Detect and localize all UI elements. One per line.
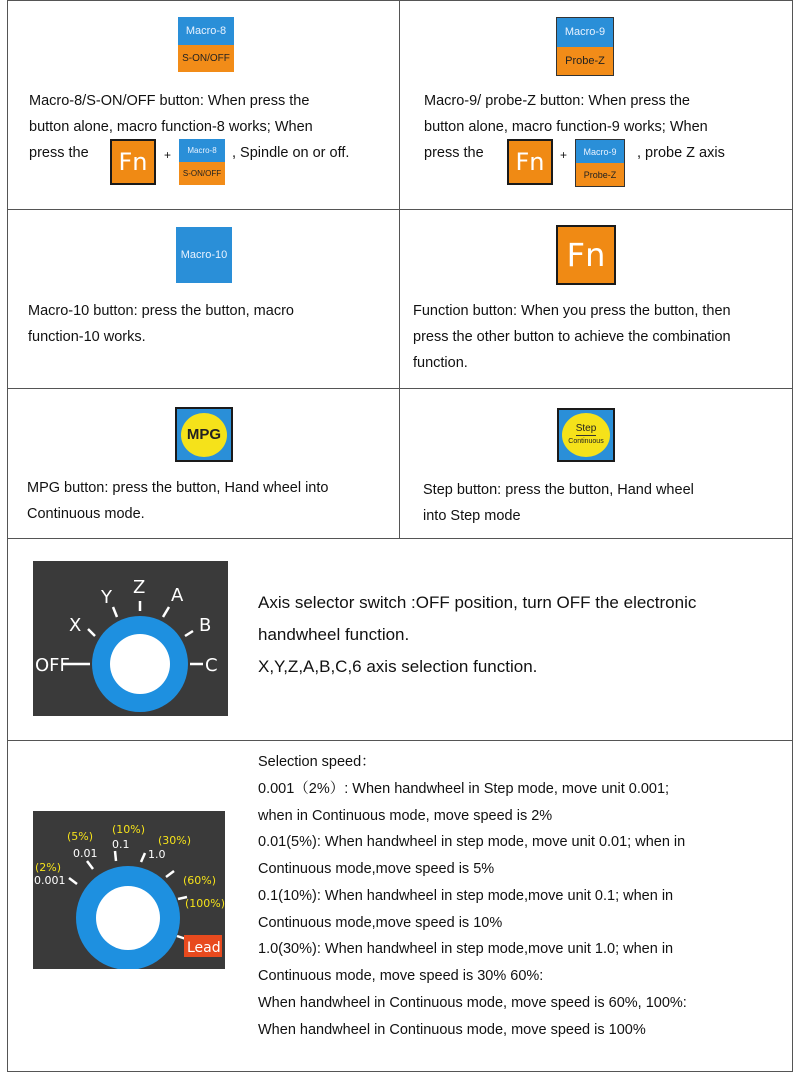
macro8-desc-line1: Macro-8/S-ON/OFF button: When press the (29, 93, 310, 109)
speed-dial-image (33, 811, 225, 969)
speed-desc-line7: Continuous mode,move speed is 10% (258, 915, 503, 931)
macro9-desc-line3-pre: press the (424, 145, 484, 161)
speed-label-001: 0.01 (73, 847, 98, 860)
axis-label-a: A (171, 585, 184, 606)
step-icon-top-label: Step (575, 422, 597, 434)
speed-desc-line1: Selection speed： (258, 754, 376, 770)
macro8-small-icon: Macro-8 S-ON/OFF (179, 139, 225, 185)
axis-tick-a (163, 607, 169, 617)
cell-axis-selector (7, 538, 793, 741)
speed-desc-line6: 0.1(10%): When handwheel in step mode,move unit 0.1; when in (258, 888, 674, 904)
macro8-icon-top-label: Macro-8 (178, 17, 234, 45)
mpg-desc-line2: Continuous mode. (27, 506, 145, 522)
macro8-desc-line3-post: , Spindle on or off. (232, 145, 350, 161)
macro9-desc-line1: Macro-9/ probe-Z button: When press the (424, 93, 690, 109)
speed-tick-001 (87, 861, 93, 869)
speed-label-60pct: (60%) (183, 874, 217, 887)
step-icon (557, 408, 615, 462)
fn-icon: Fn (507, 139, 553, 185)
axis-label-off: OFF (35, 655, 70, 676)
plus-sign: + (560, 148, 568, 162)
axis-desc-line2: handwheel function. (258, 625, 410, 644)
speed-desc-line10: When handwheel in Continuous mode, move speed is 60%, 100%: (258, 995, 687, 1011)
step-desc-line1: Step button: press the button, Hand wheel (423, 482, 694, 498)
speed-label-0001: 0.001 (34, 874, 66, 887)
step-icon-bottom-label: Continuous (568, 437, 604, 445)
fn-icon-label: Fn (566, 236, 606, 274)
speed-label-10pct: (10%) (112, 823, 146, 836)
fn-desc-line2: press the other button to achieve the combination (413, 329, 731, 345)
speed-tick-01 (115, 851, 116, 861)
mpg-icon (175, 407, 233, 462)
cell-step (399, 388, 793, 539)
fn-icon: Fn (110, 139, 156, 185)
macro8-icon (178, 17, 234, 72)
axis-label-b: B (199, 615, 212, 636)
speed-tick-1 (141, 853, 145, 862)
speed-label-30pct: (30%) (158, 834, 192, 847)
cell-macro10 (7, 209, 400, 389)
speed-label-2pct: (2%) (35, 861, 62, 874)
cell-mpg (7, 388, 400, 539)
macro10-desc-line1: Macro-10 button: press the button, macro (28, 303, 294, 319)
speed-tick-60 (166, 871, 174, 877)
mpg-desc-line1: MPG button: press the button, Hand wheel into (27, 480, 329, 496)
axis-desc-line1: Axis selector switch :OFF position, turn OFF the electronic (258, 593, 697, 612)
macro10-icon (176, 227, 232, 283)
speed-desc-line8: 1.0(30%): When handwheel in step mode,move unit 1.0; when in (258, 941, 674, 957)
macro9-icon-bottom-label: Probe-Z (557, 47, 613, 76)
fn-desc-line3: function. (413, 355, 468, 371)
speed-label-01: 0.1 (112, 838, 130, 851)
speed-dial-center (96, 886, 160, 950)
cell-macro9 (399, 0, 793, 210)
macro8-desc-line2: button alone, macro function-8 works; When (29, 119, 313, 135)
macro10-desc-line2: function-10 works. (28, 329, 146, 345)
macro9-desc-line3-post: , probe Z axis (637, 145, 725, 161)
speed-label-100pct: (100%) (185, 897, 225, 910)
cell-fn (399, 209, 793, 389)
macro8-icon-bottom-label: S-ON/OFF (178, 45, 234, 73)
axis-label-z: Z (133, 577, 146, 598)
speed-tick-0001 (69, 878, 77, 884)
speed-desc-line11: When handwheel in Continuous mode, move speed is 100% (258, 1022, 646, 1038)
axis-tick-x (88, 629, 95, 636)
axis-dial-center (110, 634, 170, 694)
fn-desc-line1: Function button: When you press the button, then (413, 303, 731, 319)
macro9-desc-line2: button alone, macro function-9 works; When (424, 119, 708, 135)
axis-label-y: Y (101, 587, 112, 608)
speed-desc-line3: when in Continuous mode, move speed is 2% (258, 808, 553, 824)
mpg-icon-label: MPG (181, 413, 227, 457)
macro10-icon-label: Macro-10 (176, 227, 232, 283)
speed-desc-line2: 0.001（2%）: When handwheel in Step mode, move unit 0.001; (258, 781, 670, 797)
macro8-desc-line3-pre: press the (29, 145, 89, 161)
speed-desc-line4: 0.01(5%): When handwheel in step mode, move unit 0.01; when in (258, 834, 686, 850)
speed-desc-line5: Continuous mode,move speed is 5% (258, 861, 495, 877)
axis-label-x: X (69, 615, 82, 636)
speed-label-lead: Lead (187, 940, 221, 956)
macro9-icon (556, 17, 614, 76)
speed-label-5pct: (5%) (67, 830, 94, 843)
axis-label-c: C (205, 655, 218, 676)
speed-desc-line9: Continuous mode, move speed is 30% 60%: (258, 968, 544, 984)
axis-dial-image (33, 561, 228, 716)
macro9-small-icon: Macro-9 Probe-Z (575, 139, 625, 187)
axis-tick-b (185, 631, 193, 636)
axis-tick-y (113, 607, 117, 617)
plus-sign: + (164, 148, 172, 162)
fn-icon-large (556, 225, 616, 285)
cell-speed-selector (7, 740, 793, 1072)
axis-desc-line3: X,Y,Z,A,B,C,6 axis selection function. (258, 657, 538, 676)
macro9-icon-top-label: Macro-9 (557, 18, 613, 47)
cell-macro8 (7, 0, 400, 210)
step-desc-line2: into Step mode (423, 508, 521, 524)
speed-label-1: 1.0 (148, 848, 166, 861)
